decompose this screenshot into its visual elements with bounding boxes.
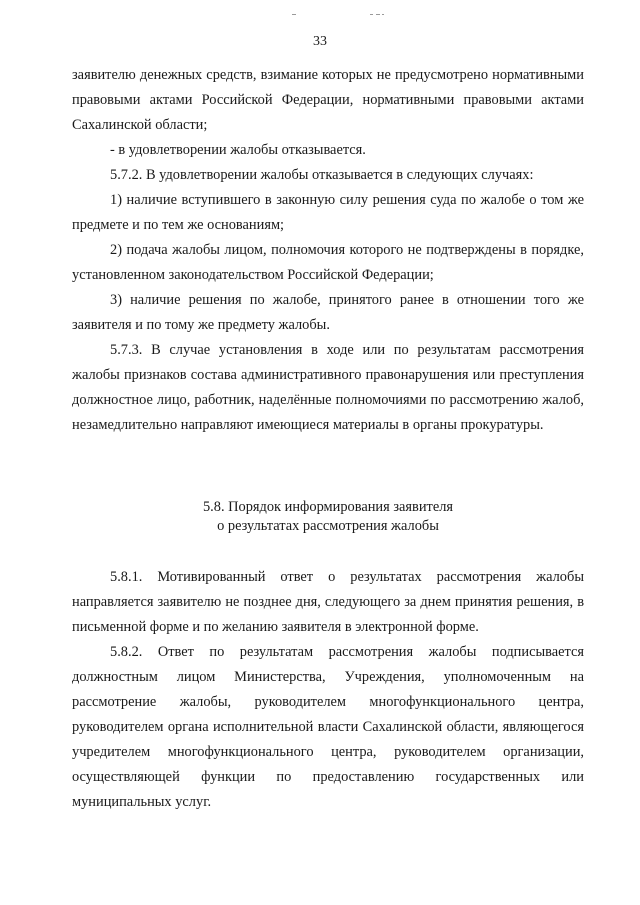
paragraph: 5.7.3. В случае установления в ходе или по результатам рассмотрения жалобы признаков состава административного правонарушения или преступления должностное лицо, работник, наделённые полномочиями по рассмотрению жалоб, незамедлительно направляют имеющиеся материалы в органы прокуратуры. — [72, 342, 584, 433]
section-heading-line-1: 5.8. Порядок информирования заявителя — [202, 499, 454, 515]
page-number: 33 — [313, 34, 327, 49]
body-text-block-2 — [72, 565, 584, 815]
section-heading — [72, 498, 584, 536]
paragraph: - в удовлетворении жалобы отказывается. — [110, 142, 366, 158]
paragraph: 1) наличие вступившего в законную силу решения суда по жалобе о том же предмете и по тем же основаниям; — [72, 192, 584, 233]
paragraph: заявителю денежных средств, взимание которых не предусмотрено нормативными правовыми актами Российской Федерации, нормативными правовыми актами Сахалинской области; — [72, 67, 584, 133]
scan-artifact — [292, 14, 412, 20]
section-heading-line-2: о результатах рассмотрения жалобы — [217, 518, 439, 534]
body-text-block-1 — [72, 63, 584, 438]
paragraph: 2) подача жалобы лицом, полномочия которого не подтверждены в порядке, установленном законодательством Российской Федерации; — [72, 242, 584, 283]
paragraph: 3) наличие решения по жалобе, принятого ранее в отношении того же заявителя и по тому же предмету жалобы. — [72, 292, 584, 333]
paragraph: 5.8.1. Мотивированный ответ о результатах рассмотрения жалобы направляется заявителю не позднее дня, следующего за днем принятия решения, в письменной форме и по желанию заявителя в электронной форме. — [72, 569, 584, 635]
paragraph: 5.7.2. В удовлетворении жалобы отказывается в следующих случаях: — [110, 167, 534, 183]
paragraph: 5.8.2. Ответ по результатам рассмотрения жалобы подписывается должностным лицом Министерства, Учреждения, уполномоченным на рассмотрение жалобы, руководителем многофункционального центра, руководителем органа исполнительной власти Сахалинской области, являющегося учредителем многофункционального центра, руководителем организации, осуществляющей функции по предоставлению государственных или муниципальных услуг. — [72, 644, 584, 810]
